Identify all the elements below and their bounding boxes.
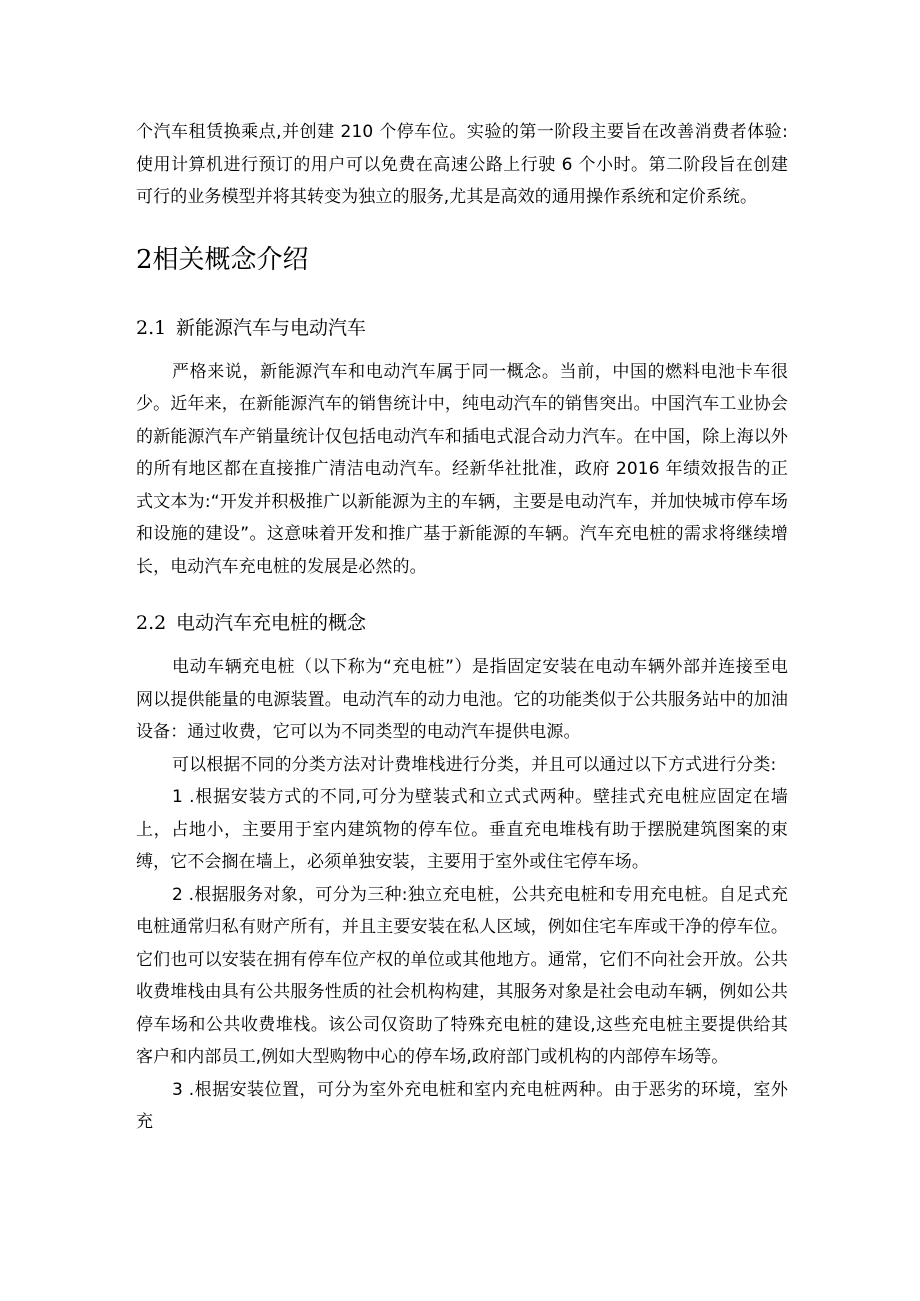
section-2-2-paragraph-1: 电动车辆充电桩（以下称为“充电桩”）是指固定安装在电动车辆外部并连接至电网以提供能量的电源装置。电动汽车的动力电池。它的功能类似于公共服务站中的加油设备：通过收费，它可以为不同类型的电动汽车提供电源。 [136, 657, 788, 742]
section-2-2-paragraph-2: 可以根据不同的分类方法对计费堆栈进行分类，并且可以通过以下方式进行分类: [172, 754, 777, 775]
section-2-1-title: 新能源汽车与电动汽车 [176, 316, 367, 339]
section-2-1-number: 2.1 [136, 316, 167, 339]
list-item-3: 3 .根据安装位置，可分为室外充电桩和室内充电桩两种。由于恶劣的环境，室外充 [136, 1079, 788, 1132]
intro-paragraph: 个汽车租赁换乘点,并创建 210 个停车位。实验的第一阶段主要旨在改善消费者体验:使用计算机进行预订的用户可以免费在高速公路上行驶 6 个小时。第二阶段旨在创建可行的业务模型并将其转变为独立的服务,尤其是高效的通用操作系统和定价系统。 [136, 122, 788, 207]
section-2-2-number: 2.2 [136, 612, 167, 634]
chapter-title: 相关概念介绍 [152, 244, 309, 275]
section-2-1-paragraph: 严格来说，新能源汽车和电动汽车属于同一概念。当前，中国的燃料电池卡车很少。近年来，在新能源汽车的销售统计中，纯电动汽车的销售突出。中国汽车工业协会的新能源汽车产销量统计仅包括电动汽车和插电式混合动力汽车。在中国，除上海以外的所有地区都在直接推广清洁电动汽车。经新华社批准，政府 2016 年绩效报告的正式文本为:“开发并积极推广以新能源为主的车辆，主要是电动汽车，并加快城市停车场和设施的建设”。这意味着开发和推广基于新能源的车辆。汽车充电桩的需求将继续增长，电动汽车充电桩的发展是必然的。 [136, 361, 788, 577]
section-2-2-heading [136, 603, 788, 643]
list-item-1: 1 .根据安装方式的不同,可分为壁装式和立式式两种。壁挂式充电桩应固定在墙上，占地小，主要用于室内建筑物的停车位。垂直充电堆栈有助于摆脱建筑图案的束缚，它不会搁在墙上，必须单独安装，主要用于室外或住宅停车场。 [136, 787, 788, 872]
list-item-2: 2 .根据服务对象，可分为三种:独立充电桩，公共充电桩和专用充电桩。自足式充电桩通常归私有财产所有，并且主要安装在私人区域，例如住宅车库或干净的停车位。它们也可以安装在拥有停车位产权的单位或其他地方。通常，它们不向社会开放。公共收费堆栈由具有公共服务性质的社会机构构建，其服务对象是社会电动车辆，例如公共停车场和公共收费堆栈。该公司仅资助了特殊充电桩的建设,这些充电桩主要提供给其客户和内部员工,例如大型购物中心的停车场,政府部门或机构的内部停车场等。 [136, 884, 788, 1067]
section-2-1-heading [136, 308, 788, 348]
chapter-number: 2 [136, 244, 153, 275]
section-2-2-title: 电动汽车充电桩的概念 [176, 612, 367, 634]
page-content [136, 116, 788, 1139]
chapter-heading [136, 232, 788, 288]
